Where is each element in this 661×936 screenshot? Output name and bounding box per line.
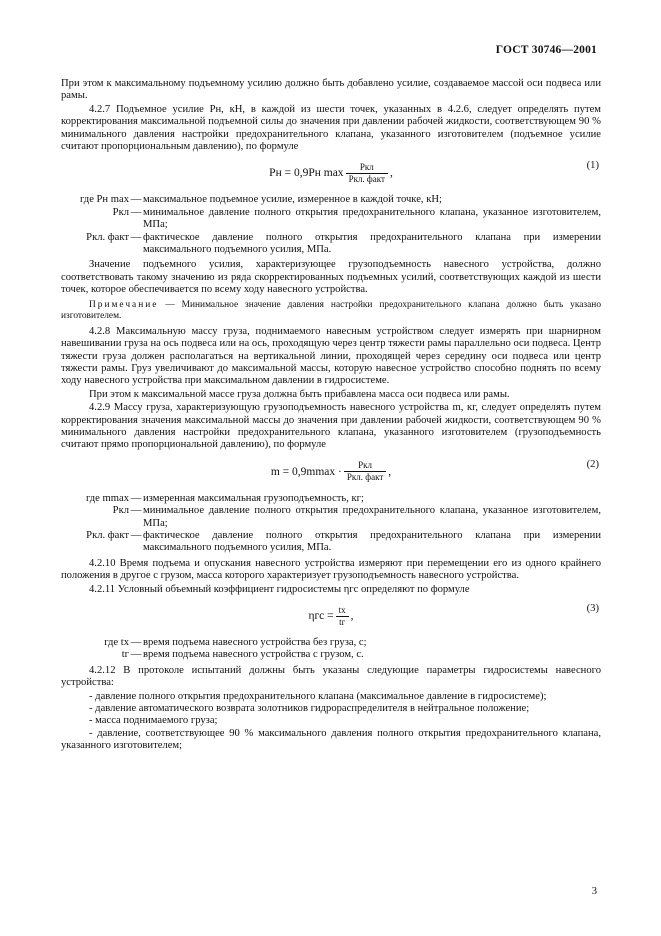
- clause-4-2-8: 4.2.8 Максимальную массу груза, поднимаемого навесным устройством следует измерять при шарнирном навешивании груза на ось подвеса или на ось, проходящую через центр тяжести рамы параллельно оси подвеса. Центр тяжести груза должен располагаться на вертикальной линии, проходящей через середину оси подвеса или центр тяжести рамы. Груз увеличивают до максимальной массы, которую навесное устройство способно поднять по всему ходу навесного устройства при максимальном давлении в гидросистеме.: [61, 325, 601, 387]
- formula-1-denominator: Pкл. факт: [348, 173, 385, 184]
- formula-2: [61, 455, 601, 489]
- definition-row: Pкл. факт — фактическое давление полного открытия предохранительного клапана при измерении максимального подъемного усилия, МПа.: [61, 232, 601, 257]
- definition-row: Pкл. факт — фактическое давление полного открытия предохранительного клапана при измерении максимального подъемного усилия, МПа.: [61, 530, 601, 555]
- definition-symbol: где Pн max: [79, 194, 129, 206]
- definition-text: максимальное подъемное усилие, измеренное в каждой точке, кН;: [143, 194, 442, 206]
- definition-symbol: Pкл. факт: [86, 231, 129, 243]
- definitions-2: [61, 493, 601, 555]
- mass-paragraph: При этом к максимальной массе груза должна быть прибавлена масса оси подвеса или рамы.: [89, 388, 510, 400]
- formula-2-fraction: [344, 460, 386, 483]
- page-content: [61, 78, 601, 753]
- definition-symbol: Pкл: [112, 505, 129, 517]
- formula-3-fraction: [336, 605, 349, 628]
- definition-row: Pкл — минимальное давление полного открытия предохранительного клапана, указанное изготовителем, МПа;: [61, 207, 601, 232]
- formula-2-number: (2): [586, 458, 599, 470]
- note-text: — Минимальное значение давления настройки предохранительного клапана должно быть указано изготовителем.: [61, 299, 602, 321]
- definition-text: фактическое давление полного открытия предохранительного клапана при измерении максимального подъемного усилия, МПа.: [143, 529, 601, 554]
- list-item: - масса поднимаемого груза;: [89, 715, 218, 727]
- lifting-value-paragraph: Значение подъемного усилия, характеризующее грузоподъемность навесного устройства, должно соответствовать такому значению из ряда скорректированных подъемных усилий, соответствующих каждой из шести точек, которое обеспечивается по всему ходу навесного устройства.: [61, 259, 601, 296]
- list-item: - давление полного открытия предохранительного клапана (максимальное давление в гидросистеме);: [89, 690, 547, 702]
- list-item: - давление автоматического возврата золотников гидрораспределителя в нейтральное положение;: [89, 703, 530, 715]
- definition-symbol: где mmax: [85, 492, 129, 504]
- note-label: Примечание: [89, 299, 159, 310]
- definition-symbol: tг: [121, 649, 129, 661]
- formula-2-tail: ,: [388, 465, 392, 478]
- definition-symbol: где tх: [104, 637, 129, 648]
- definition-row: tг — время подъема навесного устройства с грузом, с.: [61, 649, 601, 661]
- definition-row: где mmax — измеренная максимальная грузоподъемность, кг;: [61, 493, 601, 505]
- formula-2-denominator: Pкл. факт: [346, 472, 384, 483]
- list-item: - давление, соответствующее 90 % максимального давления полного открытия предохранительного клапана, указанного изготовителем;: [61, 727, 601, 752]
- definition-text: время подъема навесного устройства без груза, с;: [143, 637, 367, 648]
- formula-3-denominator: tг: [339, 616, 346, 627]
- definition-text: минимальное давление полного открытия предохранительного клапана, указанное изготовителем, МПа;: [143, 505, 601, 529]
- clause-4-2-12: 4.2.12 В протоколе испытаний должны быть указаны следующие параметры гидросистемы навесного устройства:: [61, 664, 601, 689]
- formula-1: [61, 156, 601, 190]
- definition-text: время подъема навесного устройства с грузом, с.: [143, 649, 364, 661]
- clause-4-2-9: 4.2.9 Массу груза, характеризующую грузоподъемность навесного устройства m, кг, следует определять путем корректирования значения максимальной массы до значения при давлении рабочей жидкости, соответствующем 90 % минимального давления настройки предохранительного клапана, указанного изготовителем (грузоподъемность считают прямо пропорциональной давлению), по формуле: [61, 402, 601, 451]
- note: [61, 300, 601, 322]
- definition-text: минимальное давление полного открытия предохранительного клапана, указанное изготовителем, МПа;: [143, 206, 601, 231]
- formula-2-lhs: m = 0,9mmax ·: [270, 465, 342, 478]
- formula-3: [61, 599, 601, 633]
- definition-symbol: Pкл. факт: [86, 529, 129, 541]
- formula-1-lhs: Pн = 0,9Pн max: [269, 167, 344, 180]
- page-number: 3: [591, 886, 597, 897]
- definitions-3: [61, 637, 601, 662]
- definition-text: измеренная максимальная грузоподъемность, кг;: [143, 492, 364, 504]
- clause-4-2-11: 4.2.11 Условный объемный коэффициент гидросистемы ηгс определяют по формуле: [89, 583, 470, 595]
- formula-3-tail: ,: [350, 609, 354, 622]
- clause-4-2-7: 4.2.7 Подъемное усилие Pн, кН, в каждой из шести точек, указанных в 4.2.6, следует определять путем корректирования максимальной подъемной силы до значения при давлении рабочей жидкости, соответствующем 90 % минимального давления настройки предохранительного клапана, указанного изготовителем (подъемное усилие считают пропорциональным давлению), по формуле: [61, 103, 601, 153]
- formula-1-numerator: Pкл: [359, 161, 374, 172]
- definition-text: фактическое давление полного открытия предохранительного клапана при измерении максимального подъемного усилия, МПа.: [143, 231, 601, 256]
- definitions-1: [61, 194, 601, 256]
- standard-header: ГОСТ 30746—2001: [495, 44, 597, 56]
- formula-2-numerator: Pкл: [358, 460, 372, 471]
- formula-3-number: (3): [586, 603, 599, 614]
- definition-row: где Pн max — максимальное подъемное усилие, измеренное в каждой точке, кН;: [61, 194, 601, 206]
- formula-3-numerator: tх: [338, 604, 346, 615]
- formula-1-fraction: [346, 162, 388, 185]
- formula-1-number: (1): [586, 160, 599, 172]
- clause-4-2-10: 4.2.10 Время подъема и опускания навесного устройства измеряют при перемещении его из одного крайнего положения в другое с грузом, масса которого характеризует грузоподъемность навесного устройства.: [61, 557, 601, 582]
- definition-symbol: Pкл: [112, 206, 129, 218]
- definition-row: где tх — время подъема навесного устройства без груза, с;: [61, 637, 601, 649]
- formula-1-tail: ,: [389, 167, 393, 180]
- definition-row: Pкл — минимальное давление полного открытия предохранительного клапана, указанное изготовителем, МПа;: [61, 505, 601, 530]
- intro-paragraph: При этом к максимальному подъемному усилию должно быть добавлено усилие, создаваемое массой оси подвеса или рамы.: [61, 78, 601, 102]
- formula-3-lhs: ηгс =: [308, 609, 334, 622]
